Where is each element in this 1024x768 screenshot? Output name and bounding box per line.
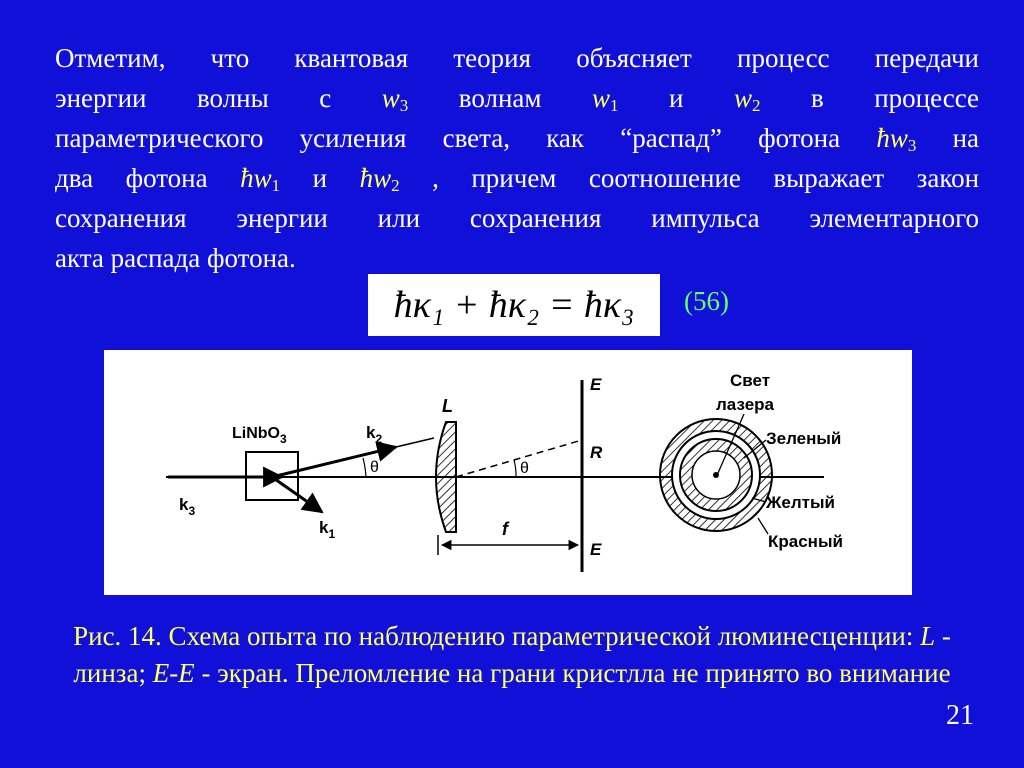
screen-top-label: E [590,375,602,394]
omega-1 [592,83,619,113]
caption-L: L [920,621,936,651]
caption-text-1: Рис. 14. Схема опыта по наблюдению параметрической люминесценции: [73,621,914,651]
var-symbol: ħw [876,123,908,153]
caption-text-3: - экран. Преломление на грани кристлла не принято во внимание [201,658,951,688]
photon-energy-2 [360,163,400,193]
yellow-label: Желтый [766,493,835,512]
paragraph-line-6: акта распада фотона. [55,243,296,273]
theta-arc-2 [514,460,516,477]
experiment-schematic [104,350,912,595]
var-subscript: 2 [391,176,400,195]
text: , причем соотношение выражает закон [432,163,980,193]
body-paragraph [55,38,979,278]
figure-caption [40,618,984,692]
paragraph-line-5: сохранения энергии или сохранения импульса элементарного [55,203,979,233]
text: волнам [458,83,542,113]
theta-arc-1 [363,458,366,477]
lens [436,422,456,532]
omega-3 [382,83,409,113]
k2-ray-continuation [396,438,434,447]
screen-bottom-label: E [590,540,602,559]
focused-ray [456,440,582,477]
theta-label-2: θ [520,460,529,477]
paragraph-line-4 [55,158,979,198]
radius-label: R [590,443,603,462]
var-subscript: 3 [907,136,917,155]
theta-label-1: θ [370,459,379,476]
text: параметрического усиления света, как “распад” фотона [55,123,841,153]
laser-light-label-2: лазера [716,395,774,414]
crystal-label: LiNbO$_3$ [232,425,287,446]
var-subscript: 1 [609,96,619,115]
paragraph-line-2 [55,78,979,118]
var-subscript: 3 [399,96,409,115]
text: в процессе [810,83,980,113]
var-symbol: w [381,83,400,113]
omega-2 [734,83,761,113]
paragraph-line-1: Отметим, что квантовая теория объясняет процесс передачи [55,43,979,73]
var-symbol: ħw [359,163,392,193]
green-label: Зеленый [766,429,842,448]
paragraph-line-3 [55,118,979,158]
var-symbol: w [591,83,610,113]
var-symbol: w [733,83,752,113]
page-number: 21 [946,700,974,731]
text: на [952,123,980,153]
caption-text-2: - линза; [73,621,951,688]
laser-light-label-1: Свет [730,371,771,390]
red-pointer [758,518,768,534]
red-label: Красный [768,532,843,551]
caption-EE: E-E [152,658,195,688]
text: два фотона [55,163,208,193]
equation-number: (56) [684,286,729,316]
text: и [312,163,328,193]
focal-label: f [502,519,508,539]
photon-energy-1 [240,163,280,193]
k3-label: $k_3$ [179,495,196,518]
schematic-svg [104,350,912,595]
lens-label: L [442,396,453,416]
text: энергии волны с [55,83,332,113]
var-subscript: 2 [751,96,761,115]
photon-energy-3 [876,123,916,153]
k1-label: $k_1$ [319,518,336,541]
text: и [668,83,684,113]
var-subscript: 1 [271,176,281,195]
var-symbol: ħw [240,163,272,193]
k2-label: $k_2$ [366,423,383,446]
momentum-conservation-formula: ħκ₁ + ħκ₂ = ħκ₃ [368,274,660,336]
